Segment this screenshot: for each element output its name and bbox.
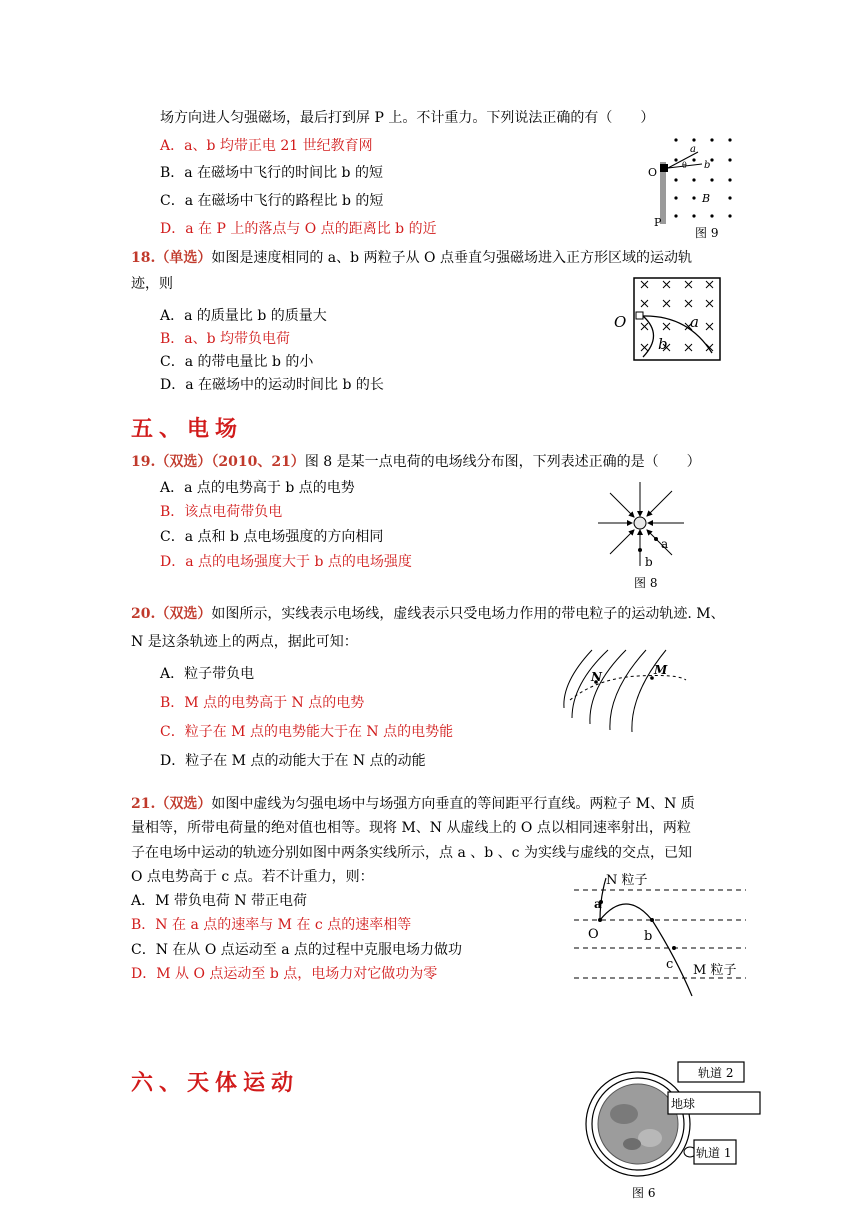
fig9-label-b-field: B: [702, 192, 711, 205]
fig9-label-o: O: [648, 166, 658, 179]
q19-option-b[interactable]: B．该点电荷带负电: [160, 504, 283, 520]
fig9-label-p: P: [654, 216, 662, 229]
q17-option-b[interactable]: B．a 在磁场中飞行的时间比 b 的短: [160, 165, 383, 181]
fig6-caption: 图 6: [632, 1186, 656, 1200]
section-title-celestial-motion: 六、天体运动: [131, 1071, 300, 1096]
q20-fig-label-m: M: [654, 663, 668, 677]
q19-option-a[interactable]: A．a 点的电势高于 b 点的电势: [160, 480, 355, 496]
figure-8-point-charge-field-lines: [594, 478, 690, 572]
q20-option-a[interactable]: A．粒子带负电: [160, 666, 255, 682]
fig9-caption: 图 9: [695, 226, 719, 240]
q21-stem-line2: 量相等，所带电荷量的绝对值也相等。现将 M、N 从虚线上的 O 点以相同速率射出，两粒: [131, 820, 691, 836]
q20-option-b[interactable]: B．M 点的电势高于 N 点的电势: [160, 695, 365, 711]
q19-stem: [131, 452, 701, 472]
q20-option-c[interactable]: C．粒子在 M 点的电势能大于在 N 点的电势能: [160, 724, 454, 740]
q21-fig-label-m-particle: M 粒子: [693, 963, 737, 978]
q21-stem-line1: [131, 794, 695, 814]
q18-fig-label-a: a: [690, 313, 699, 331]
q21-tag: （双选）: [155, 796, 212, 812]
q21-fig-label-a: a: [594, 897, 602, 911]
q21-option-a[interactable]: A．M 带负电荷 N 带正电荷: [131, 893, 308, 909]
q18-fig-label-b: b: [658, 335, 668, 353]
fig6-label-earth: 地球: [671, 1097, 696, 1111]
q18-stem-line2: 迹，则: [131, 276, 173, 292]
q18-option-b[interactable]: B．a、b 均带负电荷: [160, 331, 291, 347]
q21-fig-label-b: b: [644, 929, 653, 944]
q20-stem-text: 如图所示，实线表示电场线，虚线表示只受电场力作用的带电粒子的运动轨迹. M、: [211, 606, 725, 622]
q17-option-a[interactable]: A．a、b 均带正电 21 世纪教育网: [160, 138, 373, 154]
q21-fig-label-n-particle: N 粒子: [606, 873, 648, 888]
q19-tag: （双选）（2010、21）: [155, 454, 305, 470]
q19-option-d[interactable]: D．a 点的电场强度大于 b 点的电场强度: [160, 554, 412, 570]
fig8-label-b: b: [645, 555, 653, 569]
q21-fig-label-c: c: [666, 957, 674, 972]
q21-figure-uniform-field-trajectories: [566, 868, 746, 998]
q19-stem-text: 图 8 是某一点电荷的电场线分布图，下列表述正确的是（ ）: [304, 454, 701, 470]
q20-number: 20.: [131, 606, 156, 622]
fig8-caption: 图 8: [634, 576, 658, 590]
q20-tag: （双选）: [155, 606, 212, 622]
q18-stem: 如图是速度相同的 a、b 两粒子从 O 点垂直匀强磁场进入正方形区域的运动轨: [211, 250, 692, 266]
fig6-label-orbit-1: 轨道 1: [696, 1146, 732, 1160]
q20-figure-field-lines-trajectory: [558, 648, 688, 734]
q19-number: 19.: [131, 454, 156, 470]
q19-option-c[interactable]: C．a 点和 b 点电场强度的方向相同: [160, 529, 384, 545]
q21-option-b[interactable]: B．N 在 a 点的速率与 M 在 c 点的速率相等: [131, 917, 412, 933]
q17-option-c[interactable]: C．a 在磁场中飞行的路程比 b 的短: [160, 193, 384, 209]
q20-fig-label-n: N: [591, 670, 602, 684]
q21-stem-line4: O 点电势高于 c 点。若不计重力，则：: [131, 869, 374, 885]
q18-number: 18.: [131, 250, 156, 266]
q21-option-d[interactable]: D．M 从 O 点运动至 b 点，电场力对它做功为零: [131, 966, 438, 982]
q21-number: 21.: [131, 796, 156, 812]
q18-figure-square-field: [608, 275, 728, 363]
q18-option-c[interactable]: C．a 的带电量比 b 的小: [160, 354, 314, 370]
fig8-label-a: a: [661, 537, 669, 551]
q21-stem-text: 如图中虚线为匀强电场中与场强方向垂直的等间距平行直线。两粒子 M、N 质: [211, 796, 695, 812]
fig9-label-a: a: [690, 144, 696, 155]
q18-option-a[interactable]: A．a 的质量比 b 的质量大: [160, 308, 327, 324]
fig9-label-b: b: [704, 160, 711, 171]
section-title-electric-field: 五、电场: [131, 417, 244, 442]
q18-option-d[interactable]: D．a 在磁场中的运动时间比 b 的长: [160, 377, 384, 393]
q18-fig-label-o: O: [614, 313, 627, 331]
fig9-label-theta: θ: [682, 161, 687, 170]
fig6-label-orbit-2: 轨道 2: [698, 1066, 734, 1080]
q21-fig-label-o: O: [588, 927, 599, 942]
q21-option-c[interactable]: C．N 在从 O 点运动至 a 点的过程中克服电场力做功: [131, 942, 463, 958]
q20-option-d[interactable]: D．粒子在 M 点的动能大于在 N 点的动能: [160, 753, 426, 769]
q21-stem-line3: 子在电场中运动的轨迹分别如图中两条实线所示，点 a 、b 、c 为实线与虚线的交点，已知: [131, 845, 692, 861]
q17-stem: 场方向进人匀强磁场，最后打到屏 P 上。不计重力。下列说法正确的有（ ）: [160, 110, 655, 126]
figure-6-earth-orbits: [584, 1056, 770, 1186]
q17-option-d[interactable]: D．a 在 P 上的落点与 O 点的距离比 b 的近: [160, 221, 437, 237]
q18-tag: （单选）: [155, 250, 212, 266]
q18-stem-line1: [131, 248, 692, 268]
q20-stem-line2: N 是这条轨迹上的两点，据此可知：: [131, 634, 358, 650]
q20-stem-line1: [131, 604, 725, 624]
